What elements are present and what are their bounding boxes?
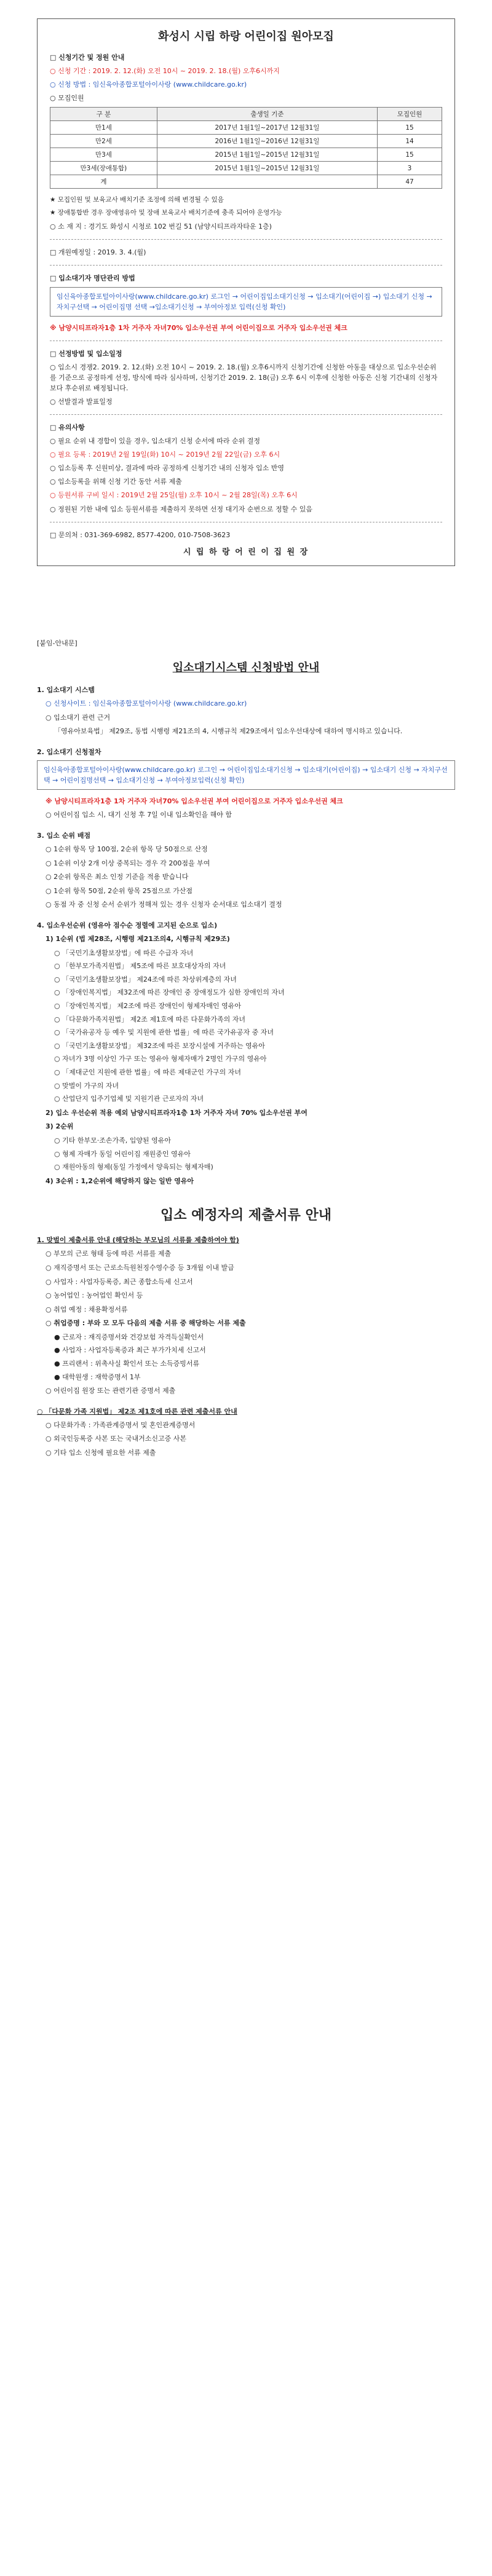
list-item: ○ 맞벌이 가구의 자녀	[54, 1081, 119, 1090]
list-item: ○ 기타 한부모·조손가족, 입양된 영유아	[54, 1136, 171, 1144]
table-cell	[157, 175, 377, 189]
list-item: ○ 어린이집 입소 시, 대기 신청 후 7일 이내 입소확인을 해야 함	[46, 811, 232, 819]
list-item: ○ 필요 등록 : 2019년 2월 19일(화) 10시 ~ 2019년 2월 22일(금) 오후 6시	[50, 451, 280, 459]
priority-text: ※ 남양시티프라자1층 1차 거주자 자녀70% 입소우선권 부여 어린이집으로 거주자 입소우선권 체크	[46, 797, 343, 805]
list-item: ● 대학원생 : 재학증명서 1부	[54, 1373, 141, 1381]
list-item: ○ 입소등록을 위해 신청 기간 동안 서류 제출	[50, 478, 182, 486]
table-cell: 만2세	[50, 135, 157, 148]
list-item: ○ 신청사이트 : 임신육아종합포털아이사랑 (www.childcare.go.kr)	[46, 699, 247, 707]
table-header: 출생일 기준	[157, 108, 377, 121]
list-item: ○ 「장애인복지법」 제2조에 따른 장애인이 형제자매인 영유아	[54, 1002, 241, 1010]
list-item: ○ 「국민기초생활보장법」에 따른 수급자 자녀	[54, 948, 194, 957]
table-cell: 14	[378, 135, 442, 148]
table-cell: 15	[378, 121, 442, 135]
list-item: ○ 「한부모가족지원법」 제5조에 따른 보호대상자의 자녀	[54, 962, 226, 971]
table-cell: 2016년 1월1일~2016년 12월31일	[157, 135, 377, 148]
exception-text: 2) 입소 우선순위 적용 예외 남양시티프라자1층 1차 거주자 자녀 70% 입소우선권 부여	[46, 1108, 308, 1117]
table-cell: 2015년 1월1일~2015년 12월31일	[157, 148, 377, 162]
list-item: ○ 형제 자매가 동일 어린이집 재원중인 영유아	[54, 1149, 191, 1158]
application-site: ○ 신청 방법 : 임신육아종합포털아이사랑 (www.childcare.go.kr)	[50, 81, 247, 89]
list-item: ○ 1순위 항목 50점, 2순위 항목 25점으로 가산점	[46, 886, 192, 895]
method-text: ○ 선발결과 발표일정	[50, 398, 113, 406]
section-heading: ○ 「다문화 가족 지원법」 제2조 제1호에 따른 관련 제출서류 안내	[37, 1407, 237, 1416]
notes-heading: □ 유의사항	[50, 423, 85, 432]
list-item: ○ 외국인등록증 사본 또는 국내거소신고증 사본	[46, 1435, 186, 1443]
table-header: 모집인원	[378, 108, 442, 121]
list-item: ○ 「장애인복지법」 제32조에 따른 장애인 중 장애정도가 심한 장애인의 자녀	[54, 988, 285, 997]
method-heading: □ 선정방법 및 입소일정	[50, 350, 122, 358]
table-cell: 2015년 1월1일~2015년 12월31일	[157, 162, 377, 175]
list-item: ○ 부모의 근로 형태 등에 따른 서류를 제출	[46, 1250, 172, 1258]
guide-title: 입소대기시스템 신청방법 안내	[172, 661, 320, 674]
recruitment-notice	[37, 18, 455, 566]
table-row	[50, 148, 442, 162]
list-item: ● 근로자 : 재직증명서와 건강보험 자격득실확인서	[54, 1333, 204, 1341]
list-item: ● 사업자 : 사업자등록증과 최근 부가가치세 신고서	[54, 1346, 206, 1355]
contact: □ 문의처 : 031-369-6982, 8577-4200, 010-7508-3623	[50, 530, 231, 539]
table-cell: 만1세	[50, 121, 157, 135]
list-item: ○ 동점 자 중 신청 순서 순위가 정해져 있는 경우 신청자 순서대로 입소대기 결정	[46, 900, 282, 909]
method-text: ○ 입소시 경쟁2. 2019. 2. 12.(화) 오전 10시 ~ 2019. 2. 18.(월) 오후6시까지 신청기간에 신청한 아동을 대상으로 입소우선순위를 기준으로 공정하게 선정, 방식에 따라 심사하며, 신청기간 2019. 2. 18(금) 오후 6시 이후에 신청한 아동은 신청 기간내의 신청자보다 후순위로 배정됩니다.	[50, 363, 438, 393]
list-item: ○ 「국민기초생활보장법」 제32조에 따른 보장시설에 거주하는 영유아	[54, 1041, 265, 1050]
list-item: ○ 취업 예정 : 채용확정서류	[46, 1305, 128, 1314]
table-header-row	[50, 108, 442, 121]
table-header: 구 분	[50, 108, 157, 121]
section-heading: 1. 입소대기 시스템	[37, 686, 95, 694]
application-period: ○ 신청 기간 : 2019. 2. 12.(화) 오전 10시 ~ 2019. 2. 18.(월) 오후6시까지	[50, 67, 280, 76]
table-row	[50, 175, 442, 189]
table-cell: 만3세	[50, 148, 157, 162]
list-item: ○ 다문화가족 : 가족관계증명서 및 혼인관계증명서	[46, 1420, 196, 1429]
list-item: ○ 농어업인 : 농어업인 확인서 등	[46, 1291, 143, 1300]
list-item: ○ 1순위 항목 당 100점, 2순위 항목 당 50점으로 산정	[46, 845, 208, 854]
docs-title: 입소 예정자의 제출서류 안내	[160, 1208, 331, 1224]
signature: 시 립 하 랑 어 린 이 집 원 장	[183, 547, 309, 557]
table-row	[50, 121, 442, 135]
table-cell: 3	[378, 162, 442, 175]
list-item: ○ 산업단지 입주기업체 및 지원기관 근로자의 자녀	[54, 1095, 204, 1103]
list-item: ○ 재원아동의 형제(동일 가정에서 양육되는 형제자매)	[54, 1163, 213, 1172]
table-cell: 만3세(장애통합)	[50, 162, 157, 175]
list-item: ● 프리랜서 : 위촉사실 확인서 또는 소득증빙서류	[54, 1360, 200, 1368]
list-item: ○ 2순위 항목은 최소 인정 기준을 적용 받습니다	[46, 873, 189, 881]
open-date: □ 개원예정일 : 2019. 3. 4.(월)	[50, 248, 146, 256]
table-cell: 2017년 1월1일~2017년 12월31일	[157, 121, 377, 135]
quota-table	[50, 107, 442, 189]
list-item: ○ 「국민기초생활보장법」 제24조에 따른 차상위계층의 자녀	[54, 975, 237, 983]
list-item: ○ 어린이집 원장 또는 관련기관 증명서 제출	[46, 1387, 176, 1395]
select-heading: □ 입소대기자 명단관리 방법	[50, 274, 135, 282]
list-item: ○ 정원된 기한 내에 입소 등원서류를 제출하지 못하면 선정 대기자 순번으로 정할 수 있음	[50, 505, 312, 513]
procedure-box: 임신육아종합포털아이사랑(www.childcare.go.kr) 로그인 → 어린이집입소대기신청 → 입소대기(어린이집) → 입소대기 신청 → 자치구선택 → 어린이집명선택 → 입소대기신청 → 부여아정보입력(신청 확인)	[37, 760, 455, 790]
subsection-heading: 3) 2순위	[46, 1122, 74, 1131]
note: ★ 모집인원 및 보육교사 배치기준 조정에 의해 변경될 수 있음	[50, 196, 224, 204]
subsection-heading: 4) 3순위 : 1,2순위에 해당하지 않는 일반 영유아	[46, 1176, 194, 1185]
section-heading: 3. 입소 순위 배점	[37, 832, 91, 840]
list-item: ○ 등원서류 구비 일시 : 2019년 2월 25일(월) 오후 10시 ~ 2월 28일(목) 오후 6시	[50, 491, 298, 500]
section-heading: 2. 입소대기 신청절차	[37, 747, 101, 756]
section-heading: 1. 맞벌이 제출서류 안내 (해당하는 부모님의 서류를 제출하여야 함)	[37, 1236, 239, 1245]
list-item: ○ 「제대군인 지원에 관한 법률」에 따른 제대군인 가구의 자녀	[54, 1068, 241, 1076]
quota-heading: ○ 모집인원	[50, 94, 84, 103]
priority-text: ※ 남양시티프라자1층 1차 거주자 자녀70% 입소우선권 부여 어린이집으로 거주자 입소우선권 체크	[50, 323, 347, 332]
list-item: ○ 「다문화가족지원법」 제2조 제1호에 따른 다문화가족의 자녀	[54, 1015, 245, 1023]
list-item: ○ 1순위 이상 2개 이상 중복되는 경우 각 200점을 부여	[46, 859, 210, 867]
section-heading: 4. 입소우선순위 (영유아 점수순 정렬에 고지된 순으로 입소)	[37, 921, 218, 930]
list-item: ○ 재직증명서 또는 근로소득원천징수영수증 등 3개월 이내 발급	[46, 1263, 234, 1272]
list-item: ○ 자녀가 3명 이상인 가구 또는 영유아 형제자매가 2명인 가구의 영유아	[54, 1055, 267, 1063]
list-item: ○ 기타 입소 신청에 필요한 서류 제출	[46, 1449, 156, 1457]
notice-title: 화성시 시립 하랑 어린이집 원아모집	[158, 30, 334, 43]
table-row	[50, 135, 442, 148]
application-guide	[37, 627, 455, 1462]
divider	[50, 414, 442, 415]
list-item: ○ 취업증명 : 부와 모 모두 다음의 제출 서류 중 해당하는 서류 제출	[46, 1319, 246, 1328]
table-cell: 계	[50, 175, 157, 189]
list-item: ○ 「국가유공자 등 예우 및 지원에 관한 법률」에 따른 국가유공자 중 자녀	[54, 1028, 274, 1037]
list-item: ○ 사업자 : 사업자등록증, 최근 종합소득세 신고서	[46, 1277, 193, 1286]
divider	[50, 265, 442, 266]
table-cell: 47	[378, 175, 442, 189]
subsection-heading: 1) 1순위 (법 제28조, 시행령 제21조의4, 시행규칙 제29조)	[46, 935, 230, 943]
table-cell: 15	[378, 148, 442, 162]
table-row	[50, 162, 442, 175]
list-item: ○ 필요 순위 내 경합이 있을 경우, 입소대기 신청 순서에 따라 순위 결정	[50, 437, 260, 446]
list-item: ○ 입소등록 후 신원미상, 결과에 따라 공정하게 신청기간 내의 신청자 입소 반영	[50, 464, 284, 473]
divider	[50, 239, 442, 240]
attachment-label: [붙임-안내문]	[37, 639, 77, 647]
period-heading: □ 신청기간 및 정원 안내	[50, 53, 125, 61]
list-item: ○ 입소대기 관련 근거	[46, 713, 111, 722]
note: ★ 장애통합반 경우 장애영유아 및 장애 보육교사 배치기준에 충족 되어야 운영가능	[50, 209, 282, 217]
address: ○ 소 재 지 : 경기도 화성시 시청로 102 번길 51 (남양시티프라자타운 1층)	[50, 222, 272, 230]
select-procedure-box: 임신육아종합포털아이사랑(www.childcare.go.kr) 로그인 → 어린이집입소대기신청 → 입소대기(어린이집 →) 입소대기 신청 → 자치구선택 → 어린이집명 선택 →입소대기신청 → 부여아정보 입력(신청 확인)	[50, 287, 442, 317]
list-item: 「영유아보육법」 제29조, 동법 시행령 제21조의 4, 시행규칙 제29조에서 입소우선대상에 대하여 명시하고 있습니다.	[54, 727, 403, 736]
